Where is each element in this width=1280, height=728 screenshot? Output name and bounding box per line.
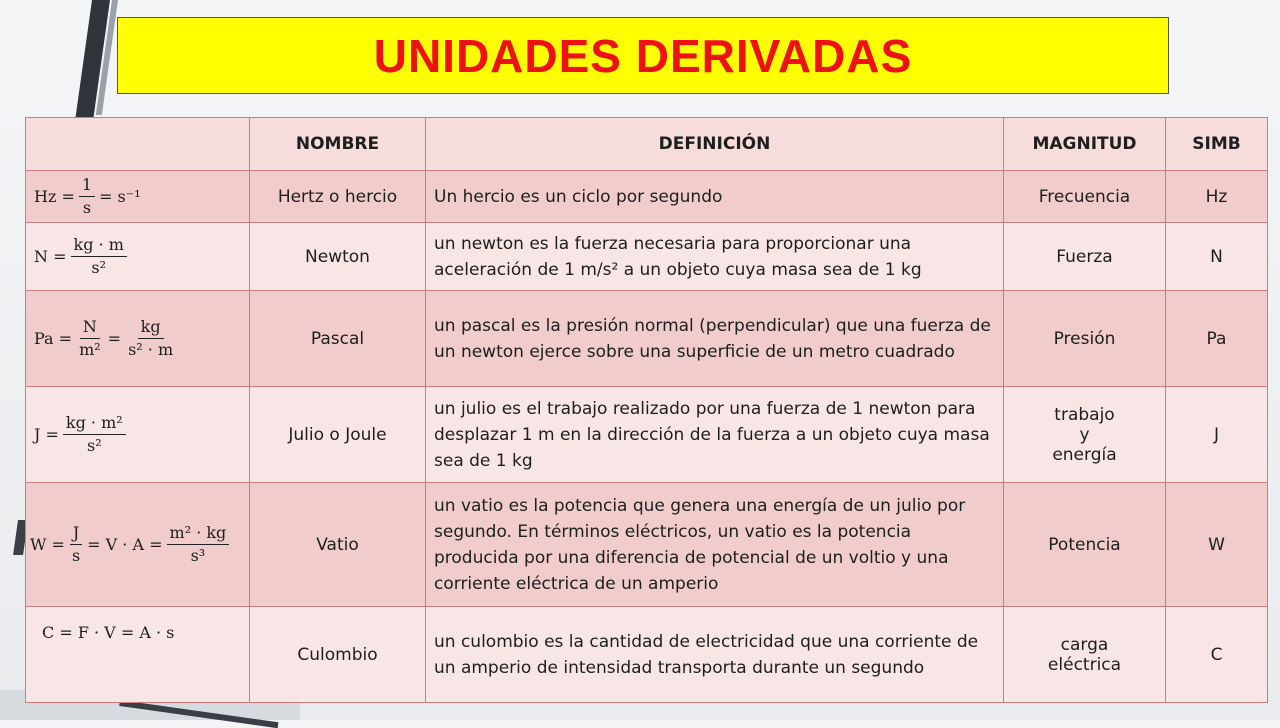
simb-cell: W — [1166, 483, 1268, 607]
nombre-cell: Newton — [250, 223, 426, 291]
nombre-cell: Culombio — [250, 607, 426, 703]
definicion-cell: un culombio es la cantidad de electricidad que una corriente de un amperio de intensidad transporta durante un segundo — [426, 607, 1004, 703]
magnitud-cell: trabajo y energía — [1004, 387, 1166, 483]
definicion-cell: Un hercio es un ciclo por segundo — [426, 171, 1004, 223]
table-row — [26, 607, 1268, 703]
definicion-cell: un julio es el trabajo realizado por una fuerza de 1 newton para desplazar 1 m en la dirección de la fuerza a un objeto cuya masa sea de 1 kg — [426, 387, 1004, 483]
simb-cell: C — [1166, 607, 1268, 703]
header-nombre: NOMBRE — [250, 118, 426, 171]
formula-cell: J = $\frac{\text{kg · m²}}{\text{s²}}$ — [26, 387, 250, 483]
magnitud-cell: carga eléctrica — [1004, 607, 1166, 703]
header-definicion: DEFINICIÓN — [426, 118, 1004, 171]
definicion-cell: un vatio es la potencia que genera una energía de un julio por segundo. En términos eléctricos, un vatio es la potencia producida por una diferencia de potencial de un voltio y una corriente eléctrica de un amperio — [426, 483, 1004, 607]
table-row — [26, 387, 1268, 483]
formula-cell: W = $\frac{J}{s}$ = V · A = $\frac{\text{m² · kg}}{\text{s³}}$ — [26, 483, 250, 607]
nombre-cell: Pascal — [250, 291, 426, 387]
units-table — [25, 117, 1268, 703]
header-magnitud: MAGNITUD — [1004, 118, 1166, 171]
definicion-cell: un pascal es la presión normal (perpendicular) que una fuerza de un newton ejerce sobre una superficie de un metro cuadrado — [426, 291, 1004, 387]
header-formula — [26, 118, 250, 171]
magnitud-cell: Frecuencia — [1004, 171, 1166, 223]
simb-cell: J — [1166, 387, 1268, 483]
table-row — [26, 223, 1268, 291]
page-title: UNIDADES DERIVADAS — [373, 29, 913, 82]
definicion-cell: un newton es la fuerza necesaria para proporcionar una aceleración de 1 m/s² a un objeto cuya masa sea de 1 kg — [426, 223, 1004, 291]
simb-cell: Hz — [1166, 171, 1268, 223]
table-header-row — [26, 118, 1268, 171]
table-row — [26, 171, 1268, 223]
nombre-cell: Julio o Joule — [250, 387, 426, 483]
simb-cell: N — [1166, 223, 1268, 291]
table-row — [26, 291, 1268, 387]
magnitud-cell: Fuerza — [1004, 223, 1166, 291]
magnitud-cell: Presión — [1004, 291, 1166, 387]
formula-cell: Hz = $\frac{1}{s}$ = s⁻¹ — [26, 171, 250, 223]
formula-cell: C = F · V = A · s — [26, 607, 250, 703]
formula-cell: N = $\frac{kg \cdot m}{\text{s²}}$ — [26, 223, 250, 291]
simb-cell: Pa — [1166, 291, 1268, 387]
title-banner — [117, 17, 1169, 94]
table-row — [26, 483, 1268, 607]
header-simb: SIMB — [1166, 118, 1268, 171]
formula-cell: Pa = $\frac{N}{\text{m²}}$ = $\frac{kg}{\text{s² · m}}$ — [26, 291, 250, 387]
nombre-cell: Hertz o hercio — [250, 171, 426, 223]
nombre-cell: Vatio — [250, 483, 426, 607]
magnitud-cell: Potencia — [1004, 483, 1166, 607]
